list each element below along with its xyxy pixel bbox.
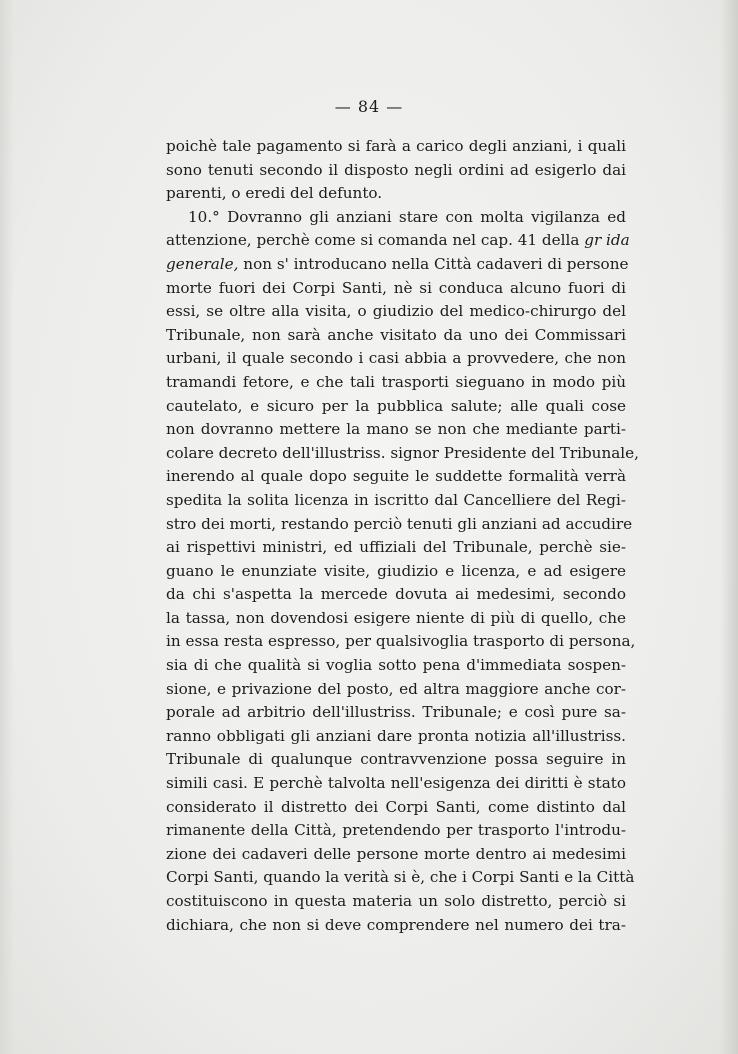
text-fragment-italic: gr ida [584, 231, 630, 250]
text-line: guano le enunziate visite, giudizio e licenza, e ad esigere [166, 561, 626, 580]
text-line: spedita la solita licenza in iscritto dal Cancelliere del Regi- [166, 490, 626, 509]
text-fragment: non s' introducano nella Città cadaveri di persone [243, 254, 629, 273]
text-fragment: attenzione, perchè come si comanda nel cap. 41 della [166, 231, 580, 250]
page-number: — 84 — [334, 97, 404, 116]
page-edge-left-shadow [0, 0, 14, 1054]
text-line: in essa resta espresso, per qualsivoglia trasporto di persona, [166, 632, 636, 651]
text-line: 10.° Dovranno gli anziani stare con molta vigilanza ed [188, 207, 626, 226]
text-line: Tribunale, non sarà anche visitato da uno dei Commissari [166, 325, 626, 344]
text-line: sia di che qualità si voglia sotto pena d'immediata sospen- [166, 656, 626, 675]
text-line: simili casi. E perchè talvolta nell'esigenza dei diritti è stato [166, 774, 626, 793]
text-line: inerendo al quale dopo seguite le suddette formalità verrà [166, 467, 626, 486]
text-line: porale ad arbitrio dell'illustriss. Tribunale; e così pure sa- [166, 703, 626, 722]
text-line: urbani, il quale secondo i casi abbia a provvedere, che non [166, 349, 626, 368]
text-line: morte fuori dei Corpi Santi, nè si conduca alcuno fuori di [166, 278, 626, 297]
text-line [166, 229, 630, 253]
text-line: la tassa, non dovendosi esigere niente di più di quello, che [166, 608, 626, 627]
text-line: ranno obbligati gli anziani dare pronta notizia all'illustriss. [166, 726, 626, 745]
text-line: costituiscono in questa materia un solo distretto, perciò si [166, 892, 626, 910]
text-line: considerato il distretto dei Corpi Santi, come distinto dal [166, 797, 626, 816]
page-edge-right-shadow [720, 0, 738, 1054]
text-line: da chi s'aspetta la mercede dovuta ai medesimi, secondo [166, 585, 626, 604]
text-line: zione dei cadaveri delle persone morte dentro ai medesimi [166, 844, 626, 863]
text-line: ai rispettivi ministri, ed uffiziali del Tribunale, perchè sie- [166, 538, 626, 557]
text-line: dichiara, che non si deve comprendere nel numero dei tra- [166, 915, 626, 934]
text-line: non dovranno mettere la mano se non che mediante parti- [166, 420, 626, 439]
text-line: rimanente della Città, pretendendo per trasporto l'introdu- [166, 821, 626, 840]
text-line [166, 253, 629, 277]
text-line: poichè tale pagamento si farà a carico degli anziani, i quali [166, 137, 626, 155]
text-line: sono tenuti secondo il disposto negli ordini ad esigerlo dai [166, 160, 626, 179]
text-line: parenti, o eredi del defunto. [166, 184, 383, 203]
text-line: tramandi fetore, e che tali trasporti sieguano in modo più [166, 372, 626, 391]
text-fragment-italic: generale, [166, 254, 239, 273]
text-line: cautelato, e sicuro per la pubblica salute; alle quali cose [166, 396, 626, 415]
text-line: Corpi Santi, quando la verità si è, che i Corpi Santi e la Città [166, 868, 635, 887]
text-line: stro dei morti, restando perciò tenuti gli anziani ad accudire [166, 514, 633, 533]
text-line: essi, se oltre alla visita, o giudizio del medico-chirurgo del [166, 302, 626, 321]
text-line: sione, e privazione del posto, ed altra maggiore anche cor- [166, 679, 626, 698]
text-line: Tribunale di qualunque contravvenzione possa seguire in [166, 750, 626, 769]
text-line: colare decreto dell'illustriss. signor Presidente del Tribunale, [166, 443, 639, 462]
body-text [166, 135, 639, 937]
